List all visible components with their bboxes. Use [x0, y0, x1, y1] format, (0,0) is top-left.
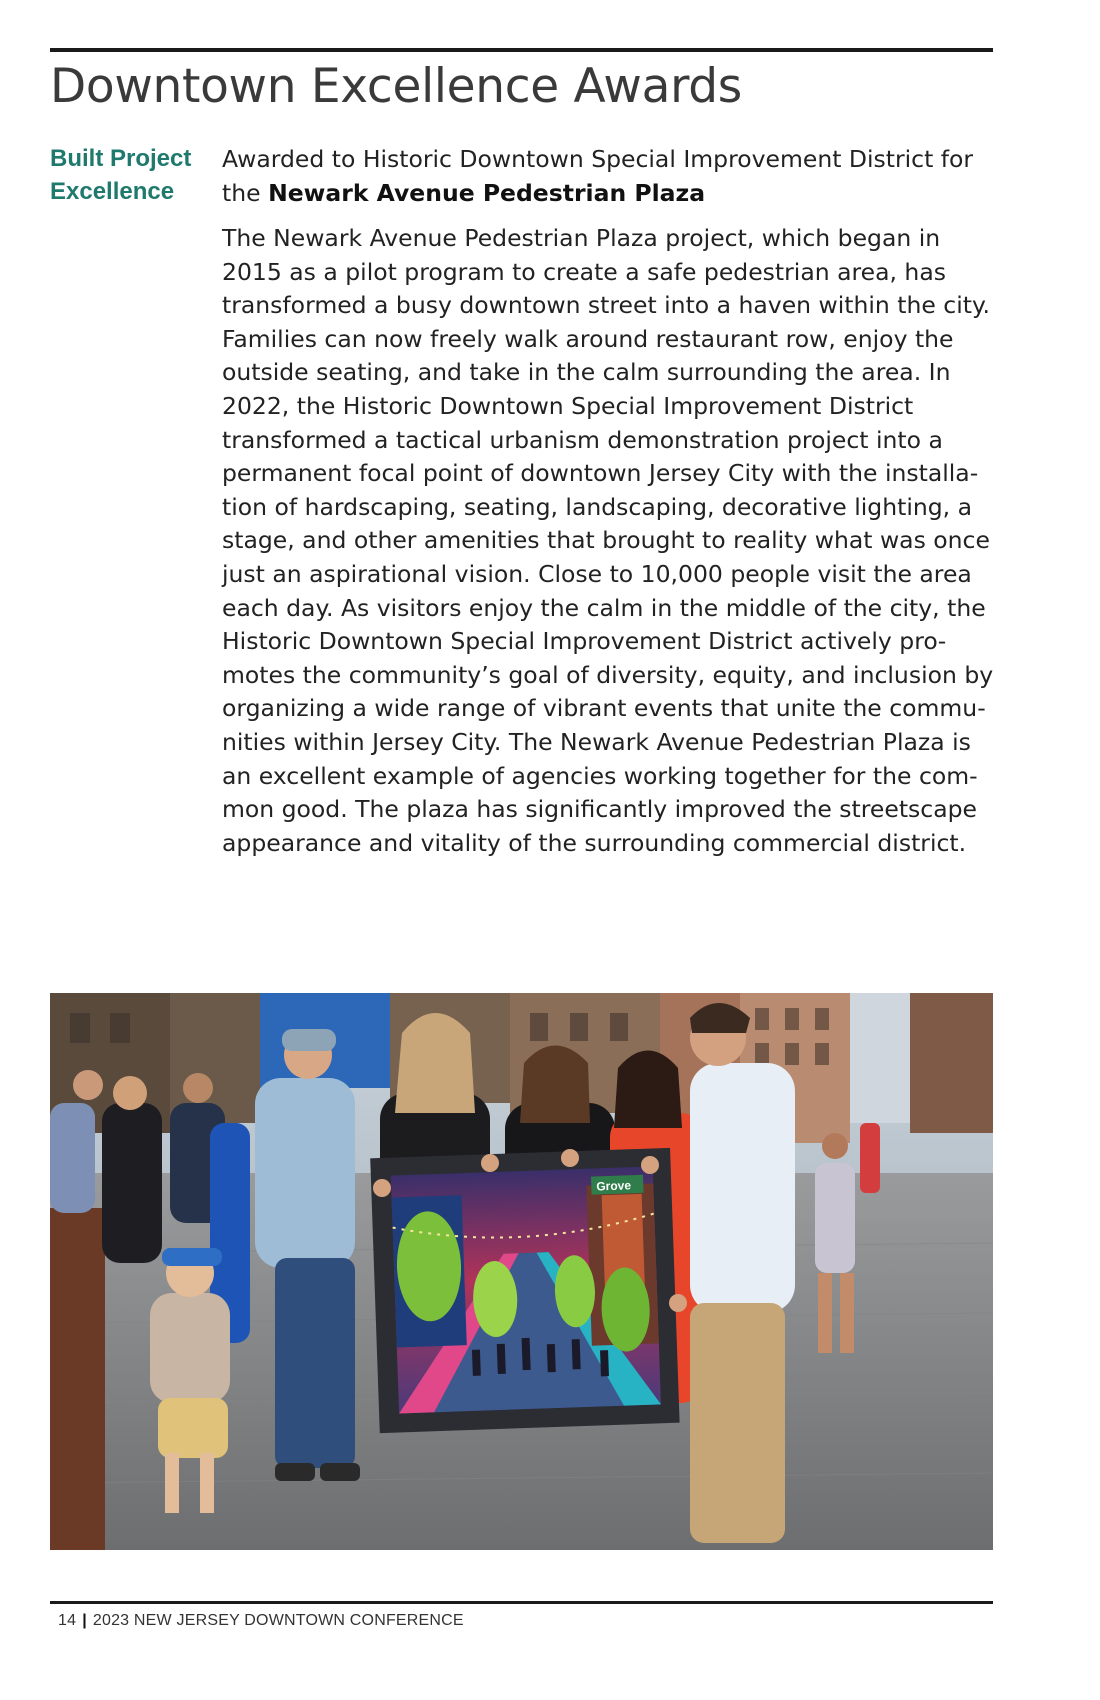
- bottom-rule: [50, 1601, 993, 1604]
- award-category-line2: Excellence: [50, 178, 175, 205]
- publication-name: 2023 NEW JERSEY DOWNTOWN CONFERENCE: [92, 1612, 464, 1629]
- page-title: Downtown Excellence Awards: [50, 59, 742, 114]
- page-number: 14: [58, 1612, 77, 1629]
- award-description: The Newark Avenue Pedestrian Plaza project, which began in 2015 as a pilot program to create a safe pedestrian area, has transformed a busy downtown street into a haven within the city. Families can now freely walk around restaurant row, enjoy the outside seating, and take in the calm surrounding the area. In 2022, the Historic Downtown Special Improvement District transformed a tactical urbanism demonstration project into a permanent focal point of downtown Jersey City with the installation of hardscaping, seating, landscaping, decorative lighting, a stage, and other amenities that brought to reality what was once just an aspirational vision. Close to 10,000 people visit the area each day. As visitors enjoy the calm in the middle of the city, the Historic Downtown Special Improvement District actively promotes the community’s goal of diversity, equity, and inclusion by organizing a wide range of vibrant events that unite the communities within Jersey City. The Newark Avenue Pedestrian Plaza is an excellent example of agencies working together for the common good. The plaza has significantly improved the streetscape appearance and vitality of the surrounding commercial district.: [222, 224, 994, 857]
- award-presentation-photo: [50, 993, 993, 1550]
- photo-illustration: [50, 993, 993, 1550]
- awarded-to-line: [222, 142, 1002, 210]
- award-category-line1: Built Project: [50, 145, 192, 172]
- top-rule: [50, 48, 993, 52]
- award-category: [50, 142, 200, 208]
- footer-separator: |: [82, 1612, 87, 1629]
- project-name: Newark Avenue Pedestrian Plaza: [268, 179, 706, 207]
- page-footer: [58, 1612, 464, 1630]
- street-sign-text: Grove: [596, 1178, 632, 1194]
- awarded-prefix: Awarded to Historic Downtown Special Improvement District for the: [222, 145, 974, 207]
